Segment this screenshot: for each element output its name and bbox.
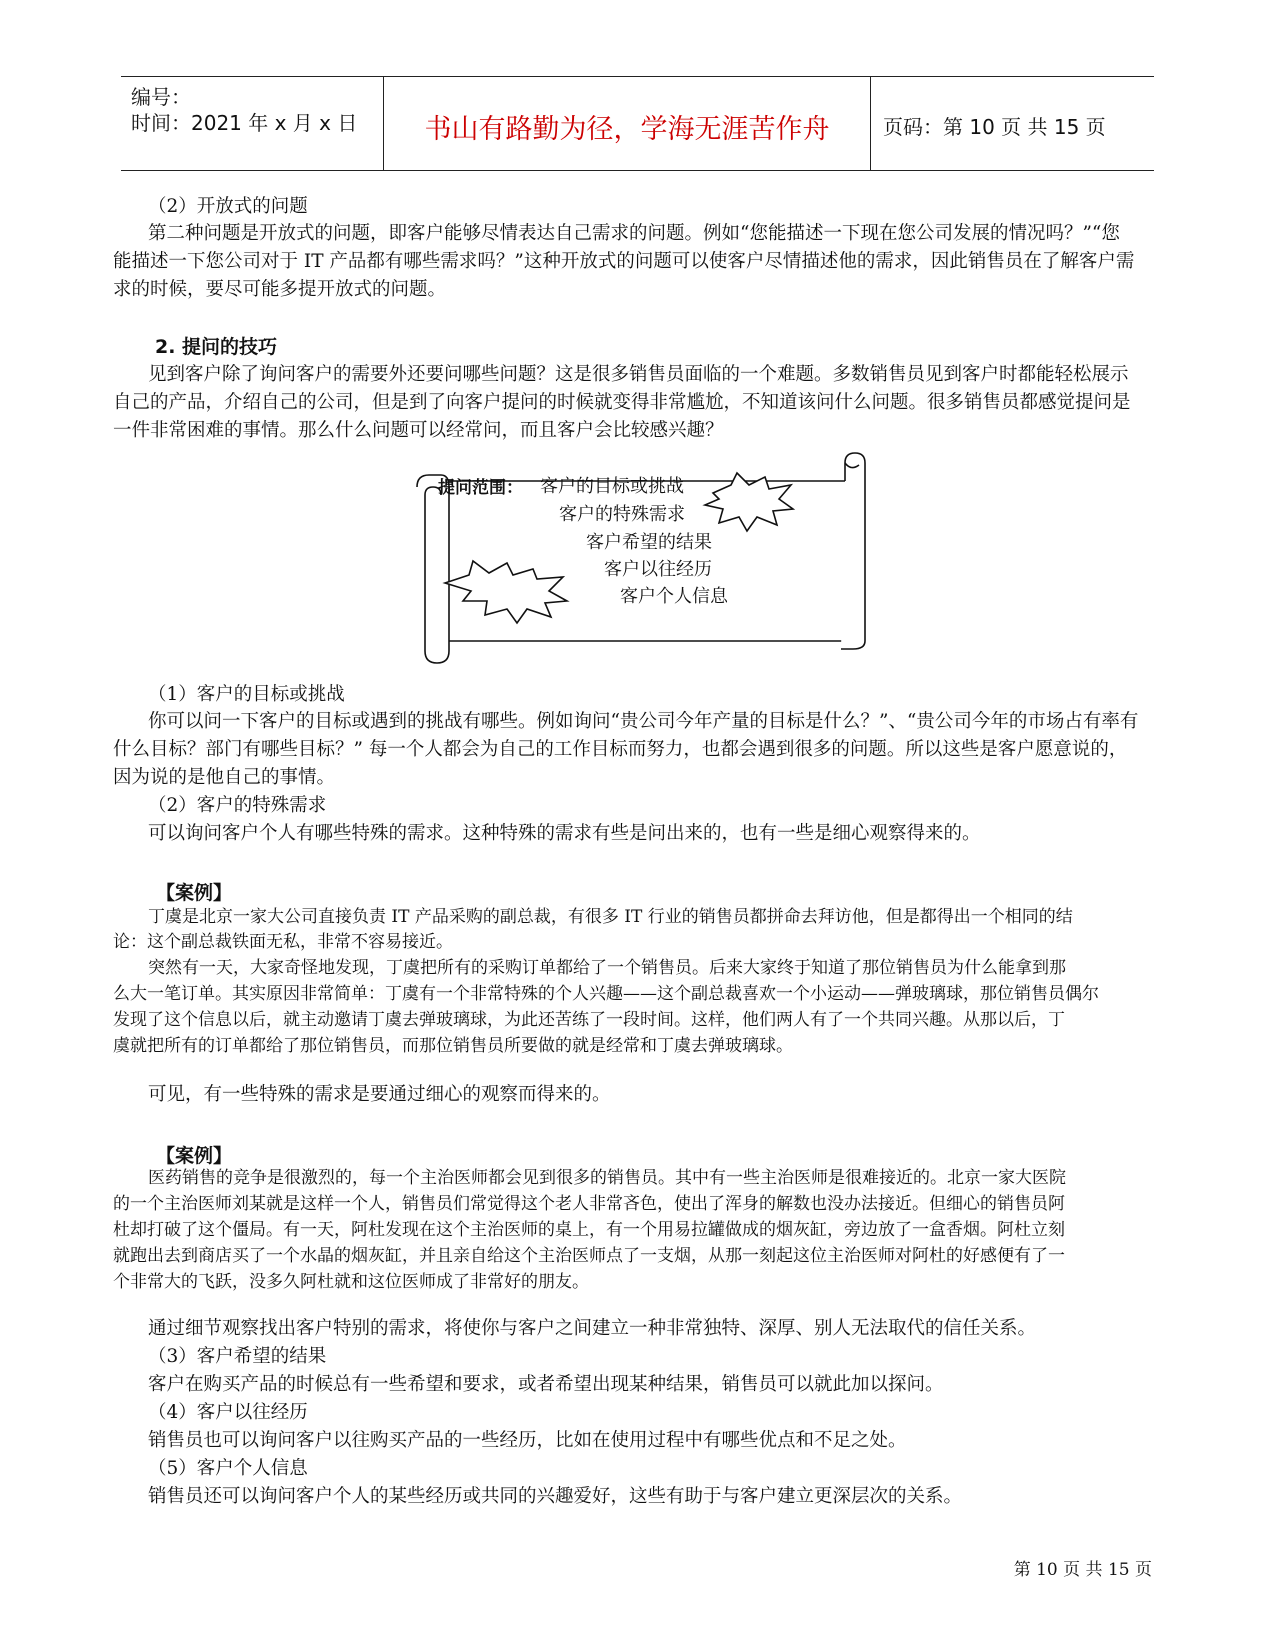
header-page-cell: [871, 77, 1154, 170]
section-heading: （5）客户个人信息: [148, 1458, 308, 1479]
case-line: 的一个主治医师刘某就是这样一个人，销售员们常觉得这个老人非常吝色，使出了浑身的解数也没办法接近。但细心的销售员阿: [113, 1194, 1065, 1214]
case-line: 个非常大的飞跃，没多久阿杜就和这位医师成了非常好的朋友。: [113, 1272, 589, 1292]
case-tag: 【案例】: [156, 882, 233, 904]
paragraph-line: 能描述一下您公司对于 IT 产品都有哪些需求吗？”这种开放式的问题可以使客户尽情描述他的需求，因此销售员在了解客户需: [113, 251, 1135, 272]
section-heading: 2. 提问的技巧: [155, 336, 278, 358]
scroll-item: 客户以往经历: [604, 559, 712, 580]
case-line: 发现了这个信息以后，就主动邀请丁虞去弹玻璃球，为此还苦练了一段时间。这样，他们两人有了一个共同兴趣。从那以后，丁: [113, 1010, 1065, 1030]
document-number-label: 编号：: [131, 85, 191, 109]
section-heading: （2）客户的特殊需求: [148, 795, 327, 816]
paragraph-line: 可以询问客户个人有哪些特殊的需求。这种特殊的需求有些是问出来的，也有一些是细心观察得来的。: [148, 823, 981, 844]
scroll-item: 客户希望的结果: [586, 532, 712, 553]
section-heading: （4）客户以往经历: [148, 1402, 308, 1423]
paragraph-line: 客户在购买产品的时候总有一些希望和要求，或者希望出现某种结果，销售员可以就此加以探问。: [148, 1374, 944, 1395]
case-line: 杜却打破了这个僵局。有一天，阿杜发现在这个主治医师的桌上，有一个用易拉罐做成的烟灰缸，旁边放了一盒香烟。阿杜立刻: [113, 1220, 1065, 1240]
paragraph-line: 因为说的是他自己的事情。: [113, 767, 336, 788]
header-motto-cell: [383, 77, 871, 170]
scroll-label: 提问范围：: [438, 478, 523, 498]
section-heading: （3）客户希望的结果: [148, 1346, 327, 1367]
case-line: 医药销售的竞争是很激烈的，每一个主治医师都会见到很多的销售员。其中有一些主治医师是很难接近的。北京一家大医院: [148, 1168, 1066, 1188]
paragraph-line: 销售员还可以询问客户个人的某些经历或共同的兴趣爱好，这些有助于与客户建立更深层次的关系。: [148, 1486, 963, 1507]
case-line: 丁虞是北京一家大公司直接负责 IT 产品采购的副总裁，有很多 IT 行业的销售员都拼命去拜访他，但是都得出一个相同的结: [148, 907, 1073, 927]
section-heading: （2）开放式的问题: [148, 196, 308, 217]
paragraph-line: 一件非常困难的事情。那么什么问题可以经常问，而且客户会比较感兴趣？: [113, 420, 724, 441]
page-footer: 第 10 页 共 15 页: [1013, 1560, 1152, 1580]
scroll-item: 客户的特殊需求: [559, 504, 685, 525]
header-motto: 书山有路勤为径，学海无涯苦作舟: [424, 114, 830, 145]
case-line: 么大一笔订单。其实原因非常简单：丁虞有一个非常特殊的个人兴趣——这个副总裁喜欢一个小运动——弹玻璃球，那位销售员偶尔: [113, 984, 1099, 1004]
scroll-item: 客户个人信息: [620, 586, 728, 607]
case-line: 虞就把所有的订单都给了那位销售员，而那位销售员所要做的就是经常和丁虞去弹玻璃球。: [113, 1036, 793, 1056]
paragraph-line: 自己的产品，介绍自己的公司，但是到了向客户提问的时候就变得非常尴尬，不知道该问什么问题。很多销售员都感觉提问是: [113, 392, 1131, 413]
page-header: [121, 76, 1154, 171]
scroll-item: 客户的目标或挑战: [540, 476, 684, 497]
section-heading: （1）客户的目标或挑战: [148, 684, 345, 705]
case-line: 突然有一天，大家奇怪地发现，丁虞把所有的采购订单都给了一个销售员。后来大家终于知道了那位销售员为什么能拿到那: [148, 958, 1066, 978]
paragraph-line: 可见，有一些特殊的需求是要通过细心的观察而得来的。: [148, 1084, 611, 1105]
paragraph-line: 什么目标？部门有哪些目标？” 每一个人都会为自己的工作目标而努力，也都会遇到很多的问题。所以这些是客户愿意说的，: [113, 739, 1128, 760]
paragraph-line: 通过细节观察找出客户特别的需求，将使你与客户之间建立一种非常独特、深厚、别人无法取代的信任关系。: [148, 1318, 1037, 1339]
case-tag: 【案例】: [156, 1145, 233, 1167]
case-line: 论：这个副总裁铁面无私，非常不容易接近。: [113, 932, 453, 952]
paragraph-line: 第二种问题是开放式的问题，即客户能够尽情表达自己需求的问题。例如“您能描述一下现在您公司发展的情况吗？”“您: [148, 223, 1120, 244]
document-date-label: 时间：2021 年 x 月 x 日: [131, 111, 358, 135]
case-line: 就跑出去到商店买了一个水晶的烟灰缸，并且亲自给这个主治医师点了一支烟，从那一刻起这位主治医师对阿杜的好感便有了一: [113, 1246, 1065, 1266]
header-page-number: 页码：第 10 页 共 15 页: [883, 115, 1106, 139]
question-scope-scroll: [413, 451, 883, 666]
paragraph-line: 求的时候，要尽可能多提开放式的问题。: [113, 279, 447, 300]
paragraph-line: 销售员也可以询问客户以往购买产品的一些经历，比如在使用过程中有哪些优点和不足之处。: [148, 1430, 907, 1451]
paragraph-line: 见到客户除了询问客户的需要外还要问哪些问题？这是很多销售员面临的一个难题。多数销售员见到客户时都能轻松展示: [148, 364, 1129, 385]
paragraph-line: 你可以问一下客户的目标或遇到的挑战有哪些。例如询问“贵公司今年产量的目标是什么？”、“贵公司今年的市场占有率有: [148, 711, 1139, 732]
header-meta-cell: [121, 77, 383, 170]
